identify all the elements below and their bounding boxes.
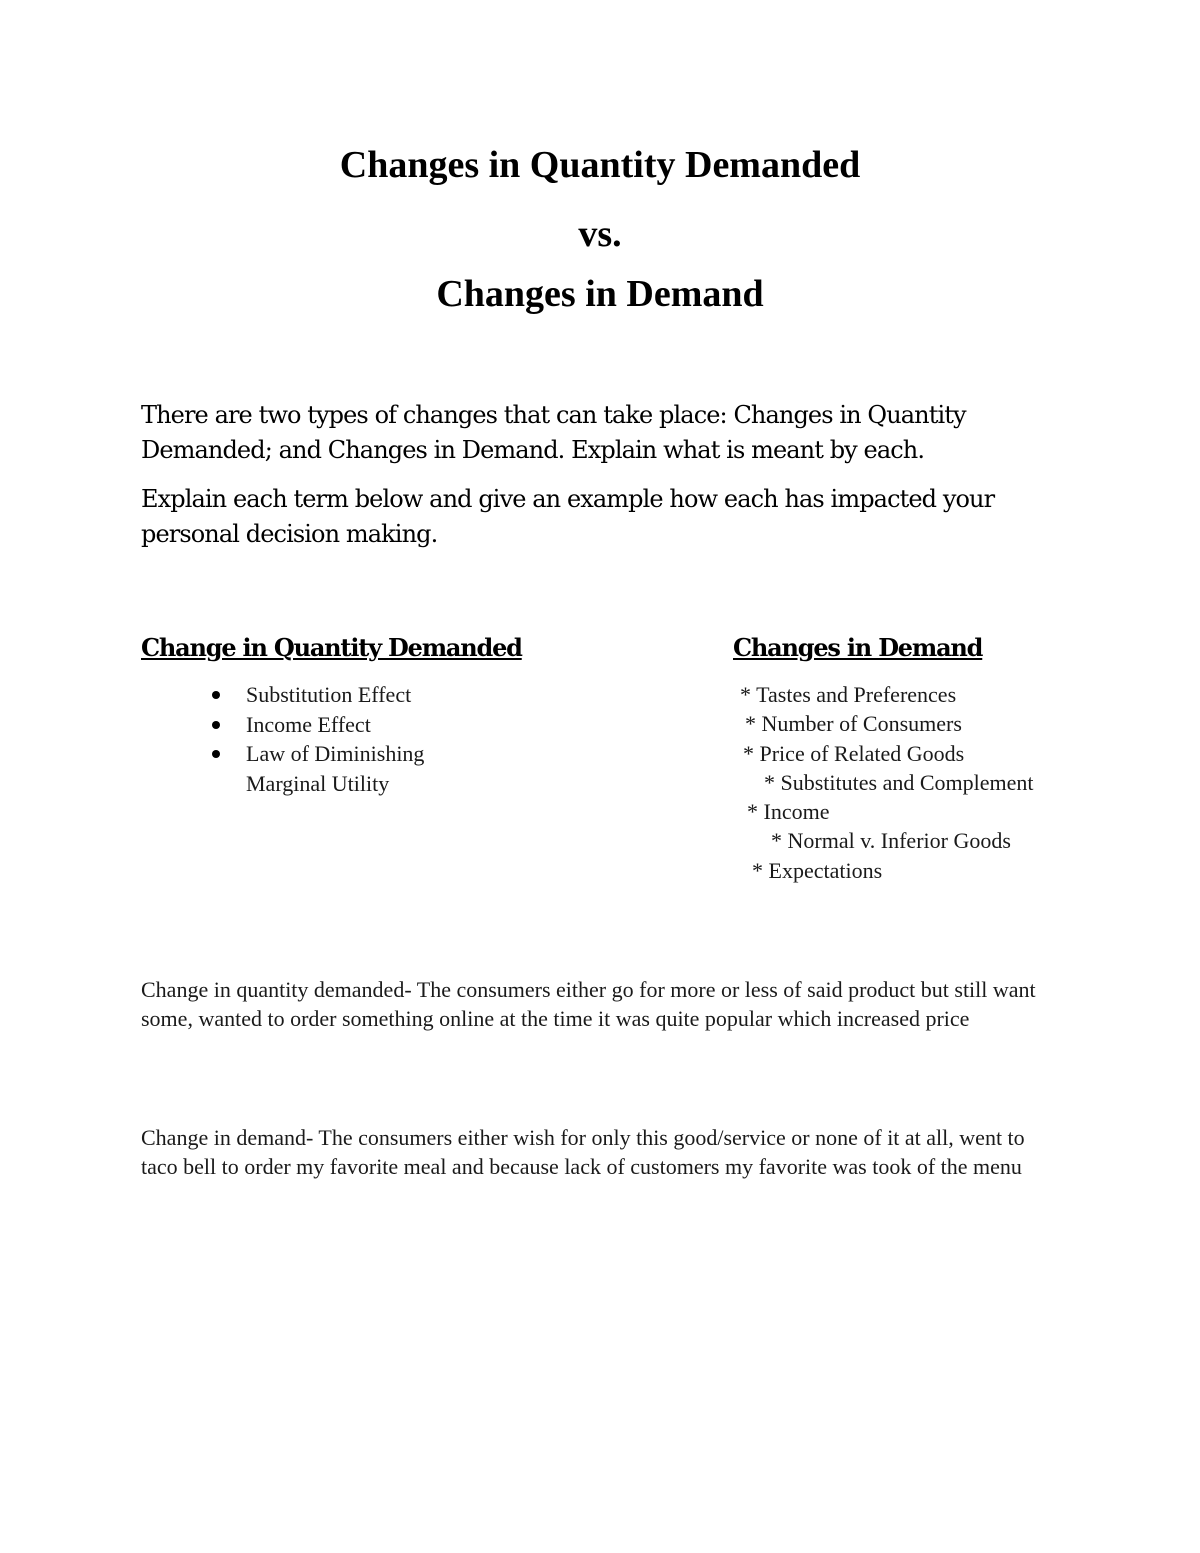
list-item: * Expectations — [752, 857, 883, 883]
document-subtitle: Changes in Demand — [436, 273, 764, 315]
quantity-demanded-list — [210, 680, 476, 798]
list-item: * Tastes and Preferences — [740, 682, 957, 707]
list-item-label: Substitution Effect — [246, 682, 412, 707]
title-versus: vs. — [578, 213, 622, 255]
list-item: * Price of Related Goods — [743, 740, 965, 766]
list-item: * Number of Consumers — [745, 711, 962, 737]
demand-heading: Changes in Demand — [733, 633, 983, 662]
document-title: Changes in Quantity Demanded — [339, 144, 861, 186]
bullet-icon — [212, 691, 220, 699]
demand-answer: Change in demand- The consumers either wish for only this good/service or none of it at all, went to taco bell to order my favorite meal and because lack of customers my favorite was took of the menu — [141, 1125, 1025, 1179]
list-item-label: Income Effect — [246, 711, 371, 737]
bullet-icon — [212, 750, 220, 758]
list-item — [210, 680, 476, 710]
list-item — [210, 710, 476, 740]
list-item — [210, 739, 476, 798]
list-item: * Normal v. Inferior Goods — [771, 828, 1011, 854]
quantity-demanded-heading: Change in Quantity Demanded — [141, 633, 522, 662]
bullet-icon — [212, 721, 220, 729]
list-item: * Income — [747, 799, 830, 825]
instructions-paragraph: Explain each term below and give an example how each has impacted your personal decision making. — [141, 485, 995, 548]
quantity-demanded-answer: Change in quantity demanded- The consumers either go for more or less of said product but still want some, wanted to order something online at the time it was quite popular which increased price — [141, 977, 1036, 1031]
demand-determinants-list — [740, 680, 1160, 885]
list-item: * Substitutes and Complement — [764, 769, 1034, 795]
list-item-label: Law of Diminishing Marginal Utility — [246, 741, 425, 796]
intro-paragraph: There are two types of changes that can take place: Changes in Quantity Demanded; and Changes in Demand. Explain what is meant by each. — [141, 401, 966, 464]
